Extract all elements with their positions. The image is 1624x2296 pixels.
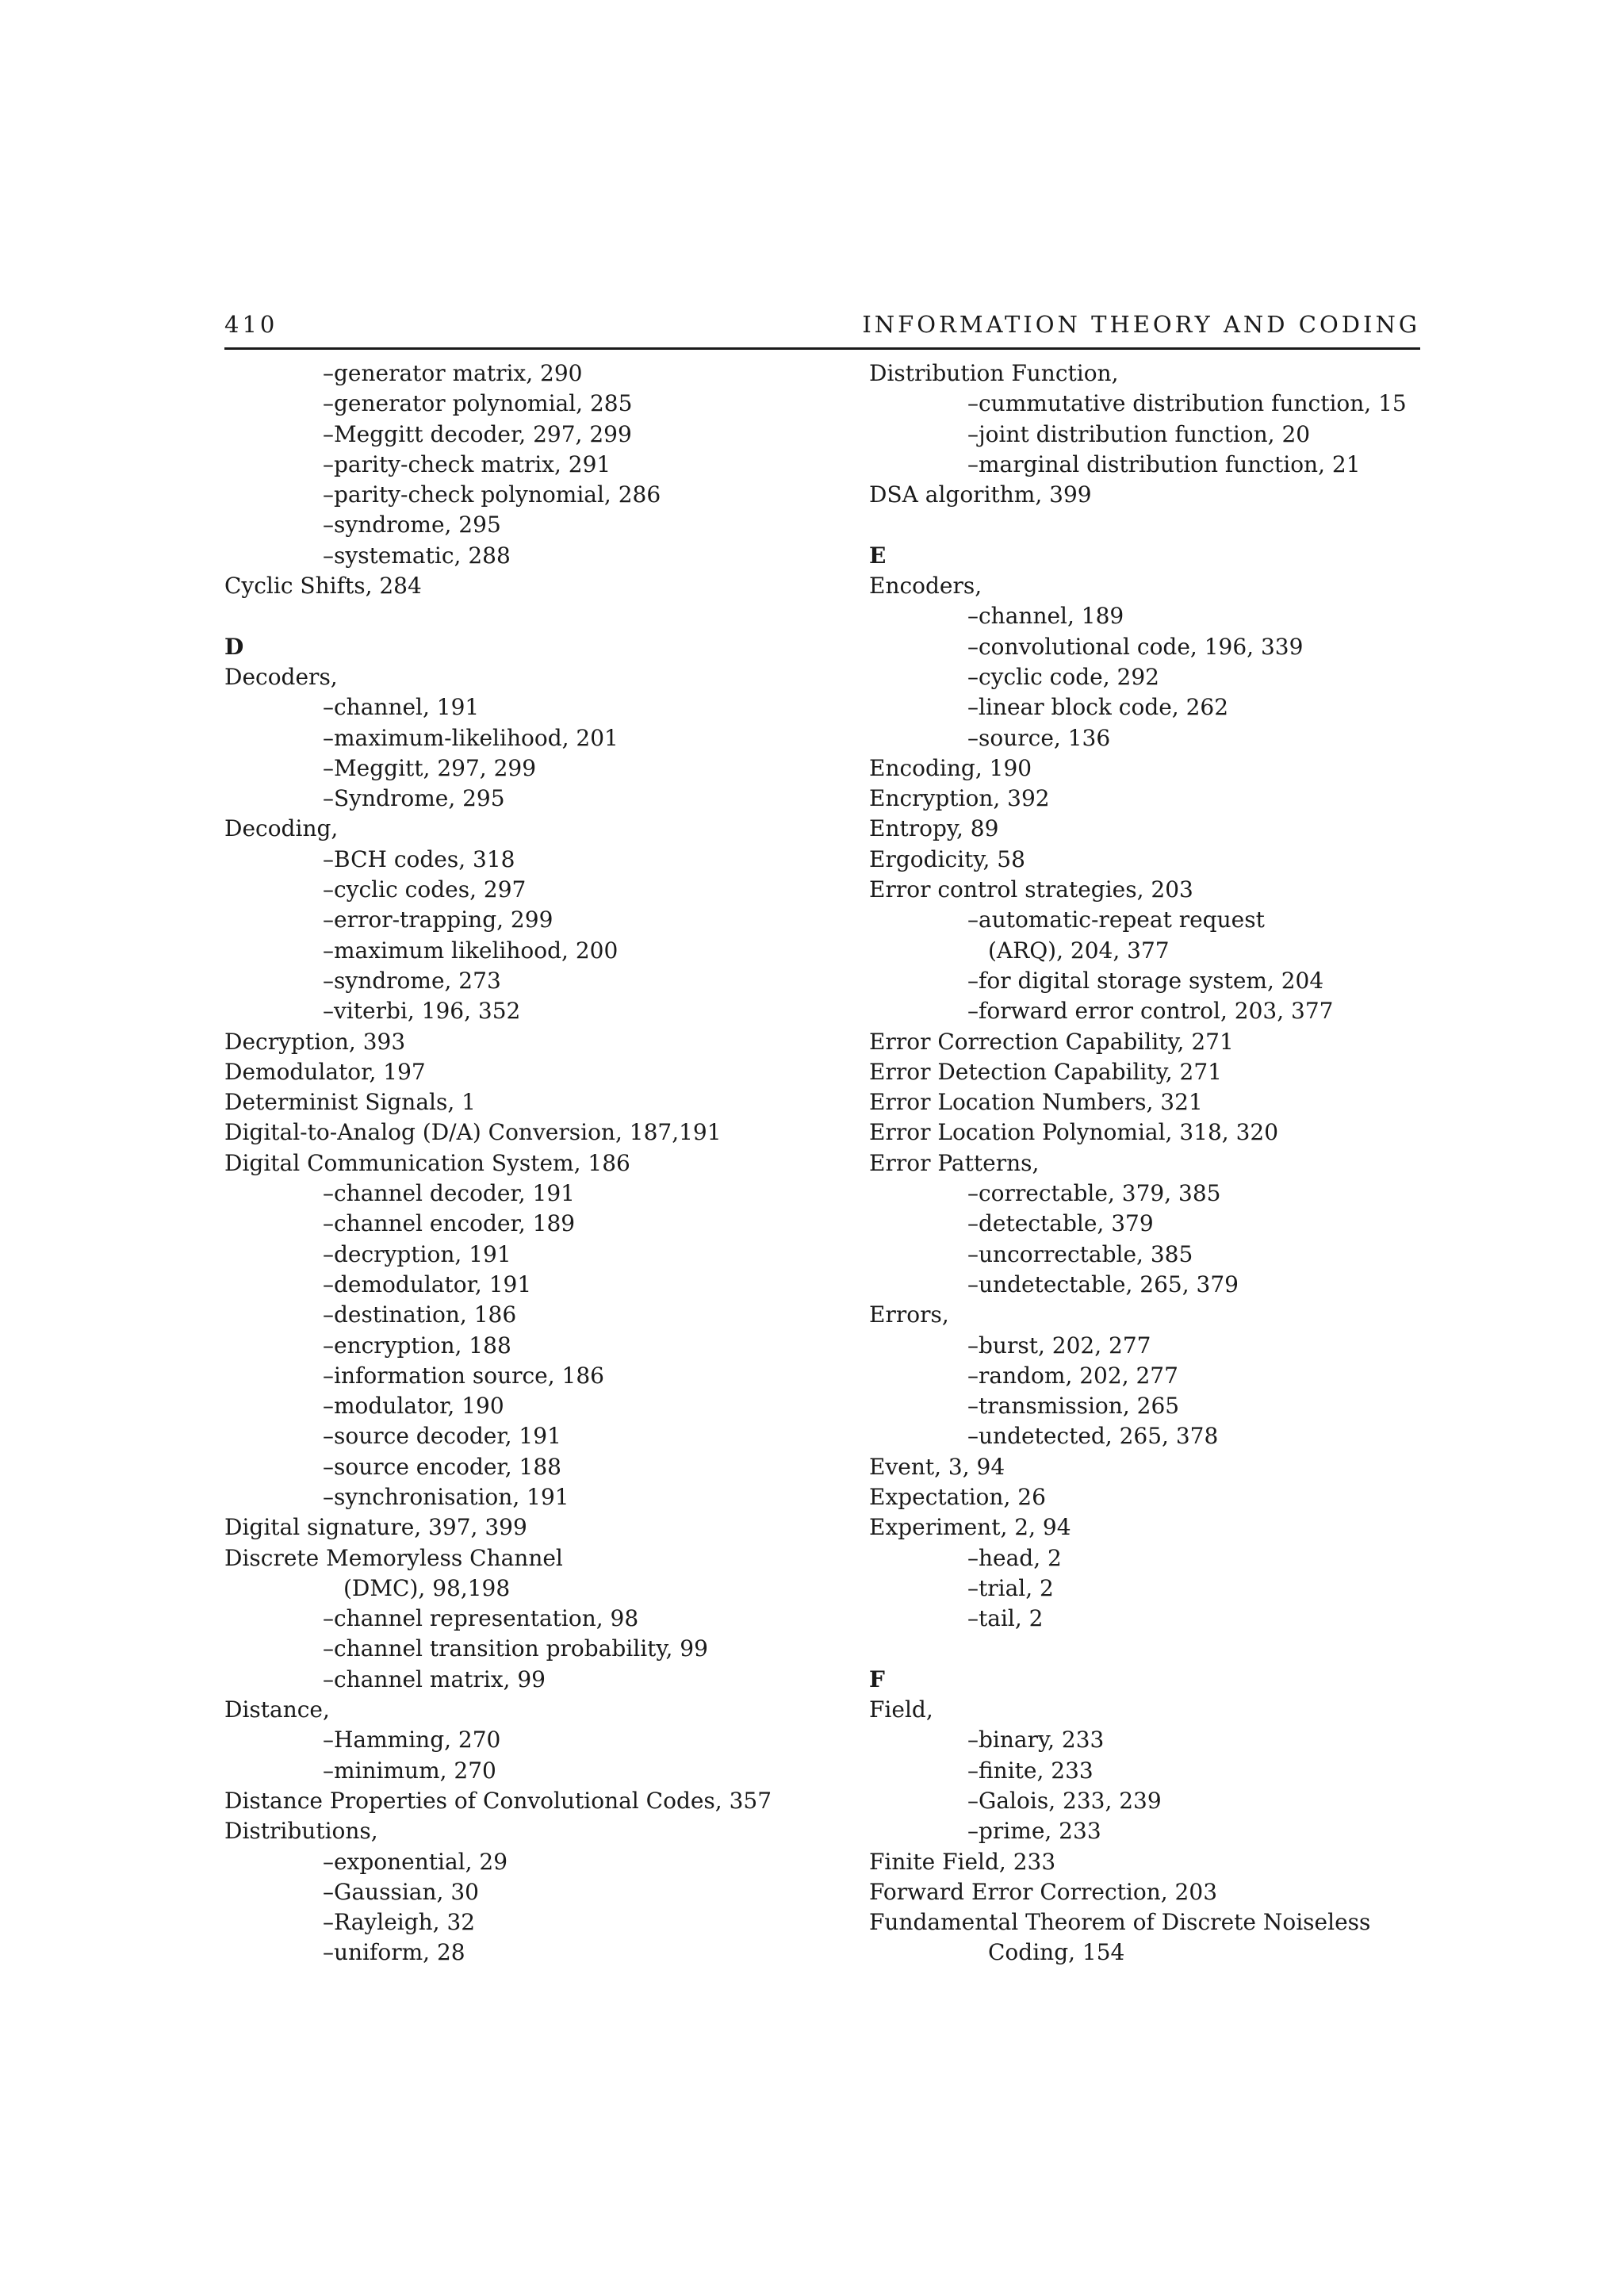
- index-entry: Errors,: [869, 1301, 949, 1328]
- index-entry: Distributions,: [224, 1818, 378, 1845]
- index-entry: Finite Field, 233: [869, 1848, 1056, 1875]
- index-entry: Decoders,: [224, 663, 338, 690]
- index-subentry: –channel transition probability, 99: [323, 1635, 708, 1662]
- index-entry: Distance,: [224, 1696, 330, 1723]
- blank-line: [224, 601, 843, 631]
- index-subentry: –Syndrome, 295: [323, 785, 505, 812]
- index-subentry: –uncorrectable, 385: [967, 1240, 1193, 1267]
- index-subentry: –BCH codes, 318: [323, 845, 515, 872]
- index-entry: Discrete Memoryless Channel: [224, 1544, 563, 1571]
- index-entry: Error Detection Capability, 271: [869, 1058, 1222, 1085]
- index-entry: Experiment, 2, 94: [869, 1514, 1071, 1541]
- blank-line: [869, 1634, 1424, 1664]
- index-subentry: –undetected, 265, 378: [967, 1423, 1219, 1450]
- index-entry: Error Location Numbers, 321: [869, 1089, 1203, 1116]
- index-subentry: Coding, 154: [988, 1939, 1125, 1966]
- index-entry: Determinist Signals, 1: [224, 1089, 476, 1116]
- index-subentry: –joint distribution function, 20: [967, 420, 1311, 447]
- index-entry: Digital Communication System, 186: [224, 1149, 630, 1176]
- index-subentry: –linear block code, 262: [967, 694, 1229, 721]
- index-subentry: –generator matrix, 290: [323, 360, 583, 386]
- index-subentry: –encryption, 188: [323, 1332, 511, 1359]
- section-letter: D: [224, 633, 244, 660]
- index-entry: Field,: [869, 1696, 933, 1723]
- index-subentry: –decryption, 191: [323, 1240, 511, 1267]
- index-subentry: –maximum-likelihood, 201: [323, 724, 619, 751]
- index-subentry: –channel, 191: [323, 694, 480, 721]
- index-subentry: –cyclic codes, 297: [323, 876, 527, 903]
- index-subentry: –trial, 2: [967, 1574, 1054, 1601]
- index-subentry: –syndrome, 273: [323, 967, 501, 994]
- index-subentry: –convolutional code, 196, 339: [967, 633, 1304, 660]
- index-subentry: –systematic, 288: [323, 542, 511, 569]
- index-subentry: –demodulator, 191: [323, 1271, 532, 1297]
- index-entry: Forward Error Correction, 203: [869, 1878, 1218, 1905]
- index-subentry: –parity-check matrix, 291: [323, 450, 611, 477]
- index-subentry: –transmission, 265: [967, 1393, 1180, 1420]
- index-subentry: (DMC), 98,198: [343, 1574, 511, 1601]
- index-subentry: –tail, 2: [967, 1605, 1044, 1632]
- index-subentry: –Meggitt, 297, 299: [323, 754, 537, 781]
- index-subentry: –cyclic code, 292: [967, 663, 1159, 690]
- index-subentry: (ARQ), 204, 377: [988, 937, 1170, 964]
- section-letter: F: [869, 1665, 885, 1692]
- index-subentry: –synchronisation, 191: [323, 1483, 569, 1510]
- index-subentry: –source encoder, 188: [323, 1453, 561, 1480]
- index-subentry: –information source, 186: [323, 1362, 604, 1389]
- index-subentry: –syndrome, 295: [323, 512, 501, 539]
- index-subentry: –Galois, 233, 239: [967, 1787, 1162, 1814]
- index-entry: Digital-to-Analog (D/A) Conversion, 187,191: [224, 1119, 722, 1146]
- index-entry: Encoding, 190: [869, 754, 1032, 781]
- section-letter: E: [869, 542, 887, 569]
- index-subentry: –generator polynomial, 285: [323, 390, 633, 417]
- index-subentry: –cummutative distribution function, 15: [967, 390, 1407, 417]
- index-entry: Expectation, 26: [869, 1483, 1046, 1510]
- index-entry: Encoders,: [869, 573, 982, 600]
- index-subentry: –undetectable, 265, 379: [967, 1271, 1239, 1297]
- index-subentry: –error-trapping, 299: [323, 907, 553, 933]
- index-subentry: –correctable, 379, 385: [967, 1180, 1221, 1207]
- index-entry: Error Correction Capability, 271: [869, 1028, 1234, 1055]
- index-subentry: –source, 136: [967, 724, 1111, 751]
- index-subentry: –channel, 189: [967, 603, 1124, 630]
- running-title: INFORMATION THEORY AND CODING: [862, 311, 1420, 338]
- index-subentry: –modulator, 190: [323, 1393, 504, 1420]
- index-entry: DSA algorithm, 399: [869, 481, 1092, 508]
- index-entry: Decoding,: [224, 815, 339, 842]
- index-subentry: –minimum, 270: [323, 1757, 496, 1784]
- index-entry: Cyclic Shifts, 284: [224, 573, 422, 600]
- index-entry: Error Location Polynomial, 318, 320: [869, 1119, 1279, 1146]
- index-entry: Encryption, 392: [869, 785, 1050, 812]
- index-subentry: –detectable, 379: [967, 1210, 1154, 1237]
- index-subentry: –head, 2: [967, 1544, 1062, 1571]
- index-column-right: [869, 358, 1424, 1968]
- index-entry: Error control strategies, 203: [869, 876, 1193, 903]
- index-subentry: –forward error control, 203, 377: [967, 998, 1334, 1025]
- index-subentry: –prime, 233: [967, 1818, 1101, 1845]
- index-subentry: –channel matrix, 99: [323, 1665, 546, 1692]
- index-subentry: –channel decoder, 191: [323, 1180, 575, 1207]
- index-entry: Distribution Function,: [869, 360, 1119, 386]
- index-entry: Distance Properties of Convolutional Codes, 357: [224, 1787, 772, 1814]
- index-subentry: –binary, 233: [967, 1727, 1105, 1754]
- index-subentry: –finite, 233: [967, 1757, 1094, 1784]
- index-subentry: –destination, 186: [323, 1301, 517, 1328]
- index-entry: Decryption, 393: [224, 1028, 406, 1055]
- index-subentry: –viterbi, 196, 352: [323, 998, 521, 1025]
- index-entry: Error Patterns,: [869, 1149, 1040, 1176]
- index-subentry: –source decoder, 191: [323, 1423, 561, 1450]
- index-subentry: –Hamming, 270: [323, 1727, 501, 1754]
- index-subentry: –Meggitt decoder, 297, 299: [323, 420, 632, 447]
- index-entry: Fundamental Theorem of Discrete Noiseless: [869, 1909, 1371, 1936]
- index-subentry: –maximum likelihood, 200: [323, 937, 619, 964]
- index-subentry: –burst, 202, 277: [967, 1332, 1151, 1359]
- index-subentry: –automatic-repeat request: [967, 907, 1265, 933]
- index-subentry: –random, 202, 277: [967, 1362, 1178, 1389]
- index-entry: Demodulator, 197: [224, 1058, 426, 1085]
- index-subentry: –parity-check polynomial, 286: [323, 481, 661, 508]
- index-subentry: –for digital storage system, 204: [967, 967, 1324, 994]
- index-subentry: –channel representation, 98: [323, 1605, 639, 1632]
- blank-line: [869, 510, 1424, 540]
- index-subentry: –uniform, 28: [323, 1939, 465, 1966]
- page-number: 410: [224, 311, 278, 338]
- page-header: [224, 311, 1420, 350]
- index-subentry: –marginal distribution function, 21: [967, 450, 1361, 477]
- index-subentry: –Rayleigh, 32: [323, 1909, 476, 1936]
- index-entry: Ergodicity, 58: [869, 845, 1025, 872]
- index-entry: Entropy, 89: [869, 815, 999, 842]
- index-column-left: [224, 358, 843, 1968]
- index-subentry: –channel encoder, 189: [323, 1210, 576, 1237]
- index-entry: Digital signature, 397, 399: [224, 1514, 527, 1541]
- index-subentry: –exponential, 29: [323, 1848, 508, 1875]
- index-subentry: –Gaussian, 30: [323, 1878, 479, 1905]
- index-entry: Event, 3, 94: [869, 1453, 1005, 1480]
